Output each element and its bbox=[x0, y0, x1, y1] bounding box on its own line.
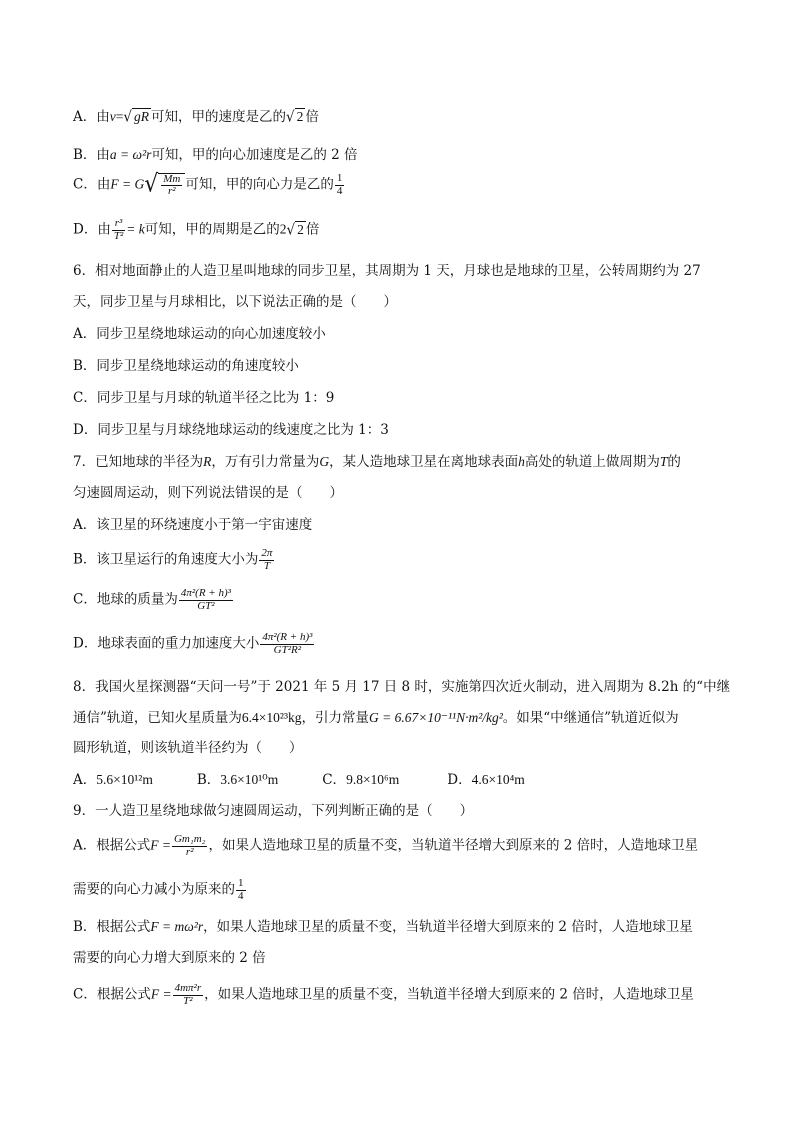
q5-d-tail: 倍 bbox=[305, 221, 320, 238]
q7-stem-part4: 高处的轨道上做周期为 bbox=[524, 454, 660, 470]
q5-d-rhs: = k bbox=[126, 221, 145, 237]
q5-c-frac-num: Mm bbox=[163, 172, 181, 185]
q8-d-label: D． bbox=[447, 772, 472, 788]
q7-stem-part3: ，某人造地球卫星在离地球表面 bbox=[329, 454, 519, 470]
q8-option-c bbox=[322, 772, 399, 788]
q8-mass: 6.4×10²³kg bbox=[241, 710, 302, 725]
q7-d-fraction bbox=[260, 632, 314, 656]
q5-a-eq: = bbox=[115, 109, 124, 124]
q5-a-radicand: gR bbox=[133, 109, 149, 124]
q9-option-a bbox=[73, 834, 754, 858]
q9-a-fraction bbox=[172, 834, 207, 858]
q9-option-a-line2 bbox=[73, 878, 754, 902]
q9-a-line2-text: 需要的向心力减小为原来的 bbox=[73, 881, 235, 898]
q8-b-label: B． bbox=[196, 772, 221, 788]
q5-c-lhs: F = G bbox=[110, 176, 145, 192]
q5-b-text: 可知，甲的向心加速度是乙的 2 倍 bbox=[151, 147, 358, 163]
q9-b-prefix: B．根据公式 bbox=[73, 919, 151, 935]
q5-option-c bbox=[73, 172, 754, 198]
q8-option-d bbox=[447, 772, 525, 788]
q6-option-d: D．同步卫星与月球绕地球运动的线速度之比为 1：3 bbox=[73, 422, 389, 438]
q7-stem-part5: 的 bbox=[667, 454, 681, 470]
q7-option-a: A．该卫星的环绕速度小于第一宇宙速度 bbox=[73, 517, 313, 533]
q8-stem-part1: 通信”轨道，已知火星质量为 bbox=[73, 710, 242, 726]
q6-option-b: B．同步卫星绕地球运动的角速度较小 bbox=[73, 358, 299, 374]
q5-option-a bbox=[73, 108, 754, 125]
q5-d-fraction bbox=[112, 218, 125, 242]
q9-a-den: r² bbox=[185, 845, 194, 858]
q7-c-fraction bbox=[179, 588, 233, 612]
q9-a-num: Gm₁m₂ bbox=[173, 833, 206, 845]
q6-stem-line2: 天，同步卫星与月球相比，以下说法正确的是（ ） bbox=[73, 294, 397, 310]
q5-d-frac-num: r³ bbox=[112, 218, 125, 231]
q7-var-r: R bbox=[203, 454, 212, 469]
q9-c-lhs: F = bbox=[150, 986, 172, 1002]
q5-a-ratio: 2 bbox=[296, 109, 304, 124]
q7-option-c bbox=[73, 588, 754, 612]
q8-stem-line3: 圆形轨道，则该轨道半径约为（ ） bbox=[73, 740, 303, 756]
q7-c-prefix: C．地球的质量为 bbox=[73, 591, 178, 608]
q7-c-den: GT² bbox=[197, 599, 215, 612]
q5-d-text: 可知，甲的周期是乙的 bbox=[144, 221, 280, 238]
q5-c-sqrt: √ $\frac{Mm}{\text{r²}}$ bbox=[144, 172, 185, 198]
q5-a-ratio-sqrt: √ 2 bbox=[285, 108, 304, 126]
q5-c-text: 可知，甲的向心力是乙的 bbox=[185, 176, 334, 193]
q8-stem-part3: 。如果“中继通信”轨道近似为 bbox=[502, 710, 679, 726]
q7-var-g: G bbox=[319, 454, 330, 469]
q7-stem-part1: 7．已知地球的半径为 bbox=[73, 454, 204, 470]
q9-stem: 9．一人造卫星绕地球做匀速圆周运动，下列判断正确的是（ ） bbox=[73, 803, 474, 819]
q7-stem-part2: ，万有引力常量为 bbox=[211, 454, 320, 470]
q7-d-prefix: D．地球表面的重力加速度大小 bbox=[73, 635, 260, 652]
q5-c-ratio-den: 4 bbox=[336, 184, 343, 197]
q7-b-fraction bbox=[259, 548, 274, 572]
q9-c-text: ，如果人造地球卫星的质量不变，当轨道半径增大到原来的 2 倍时，人造地球卫星 bbox=[204, 986, 694, 1003]
q8-a-label: A． bbox=[73, 772, 97, 788]
q5-d-prefix: D．由 bbox=[73, 221, 111, 238]
q9-c-fraction bbox=[173, 983, 204, 1007]
q8-stem-line2 bbox=[73, 710, 754, 726]
q9-a-prefix: A．根据公式 bbox=[73, 837, 151, 854]
q9-b-formula: F = mω²r bbox=[150, 919, 204, 934]
q7-b-prefix: B．该卫星运行的角速度大小为 bbox=[73, 551, 259, 568]
q5-a-lhs: v bbox=[109, 109, 116, 124]
q5-option-b bbox=[73, 147, 754, 163]
q7-c-num: 4π²(R + h)³ bbox=[180, 587, 231, 599]
q7-b-den: T bbox=[263, 559, 270, 572]
q9-a-ratio-den: 4 bbox=[238, 889, 244, 902]
q7-d-den: GT²R² bbox=[273, 643, 302, 656]
q9-c-num: 4mπ²r bbox=[174, 982, 202, 994]
q5-b-formula: a = ω²r bbox=[109, 147, 152, 162]
q7-var-t: T bbox=[659, 454, 668, 469]
q5-d-ratio-rad: 2 bbox=[297, 221, 304, 237]
q5-d-ratio-sqrt: √ 2 bbox=[286, 220, 304, 239]
q5-d-ratio-coef: 2 bbox=[279, 221, 287, 237]
q7-option-b bbox=[73, 548, 754, 572]
q5-d-frac-den: T² bbox=[113, 229, 124, 242]
q9-b-text: ，如果人造地球卫星的质量不变，当轨道半径增大到原来的 2 倍时，人造地球卫星 bbox=[203, 919, 693, 935]
q5-b-prefix: B．由 bbox=[73, 147, 110, 163]
q5-option-d bbox=[73, 218, 754, 242]
q7-var-h: h bbox=[518, 454, 525, 469]
q8-option-b bbox=[197, 772, 278, 788]
q5-c-prefix: C．由 bbox=[73, 176, 111, 193]
q5-a-tail: 倍 bbox=[305, 109, 319, 125]
q9-a-text: ，如果人造地球卫星的质量不变，当轨道半径增大到原来的 2 倍时，人造地球卫星 bbox=[208, 837, 699, 854]
q8-stem-part2: ，引力常量 bbox=[301, 710, 369, 726]
q5-c-ratio bbox=[335, 173, 345, 197]
q7-option-d bbox=[73, 632, 754, 656]
q8-stem-line1: 8．我国火星探测器“天问一号”于 2021 年 5 月 17 日 8 时，实施第四次近火制动，进入周期为 8.2h 的“中继 bbox=[73, 679, 731, 695]
q5-c-ratio-num: 1 bbox=[336, 172, 343, 185]
q8-c-value: 9.8×10⁶m bbox=[346, 772, 400, 787]
q9-c-prefix: C．根据公式 bbox=[73, 986, 151, 1003]
q9-option-c bbox=[73, 983, 754, 1007]
q5-a-text: 可知，甲的速度是乙的 bbox=[150, 109, 286, 125]
q9-a-ratio-num: 1 bbox=[238, 877, 244, 889]
q8-options bbox=[73, 772, 754, 788]
q8-d-value: 4.6×10⁴m bbox=[471, 772, 525, 787]
q7-b-num: 2π bbox=[261, 547, 273, 559]
q6-option-c: C．同步卫星与月球的轨道半径之比为 1：9 bbox=[73, 390, 335, 406]
q7-stem-line1 bbox=[73, 454, 754, 470]
q5-a-sqrt: √ gR bbox=[123, 108, 149, 126]
q8-b-value: 3.6×10¹⁰m bbox=[220, 772, 279, 787]
q7-d-num: 4π²(R + h)³ bbox=[262, 631, 313, 643]
q8-option-a bbox=[73, 772, 153, 788]
q5-c-fraction bbox=[161, 174, 182, 198]
q6-stem-line1: 6．相对地面静止的人造卫星叫地球的同步卫星，其周期为 1 天，月球也是地球的卫星，公转周期约为 27 bbox=[73, 263, 701, 279]
q5-c-frac-den: r² bbox=[167, 185, 176, 198]
q8-c-label: C． bbox=[322, 772, 347, 788]
q6-option-a: A．同步卫星绕地球运动的向心加速度较小 bbox=[73, 326, 326, 342]
q9-option-b-line2: 需要的向心力增大到原来的 2 倍 bbox=[73, 950, 266, 966]
q9-option-b bbox=[73, 919, 754, 935]
q9-c-den: T² bbox=[183, 994, 193, 1007]
q5-a-prefix: A．由 bbox=[73, 109, 110, 125]
q8-a-value: 5.6×10¹²m bbox=[96, 772, 153, 787]
q7-stem-line2: 匀速圆周运动，则下列说法错误的是（ ） bbox=[73, 485, 343, 501]
q8-g-constant: G = 6.67×10⁻¹¹N·m²/kg² bbox=[369, 710, 503, 725]
q9-a-ratio bbox=[236, 878, 246, 902]
q9-a-lhs: F = bbox=[150, 837, 171, 853]
